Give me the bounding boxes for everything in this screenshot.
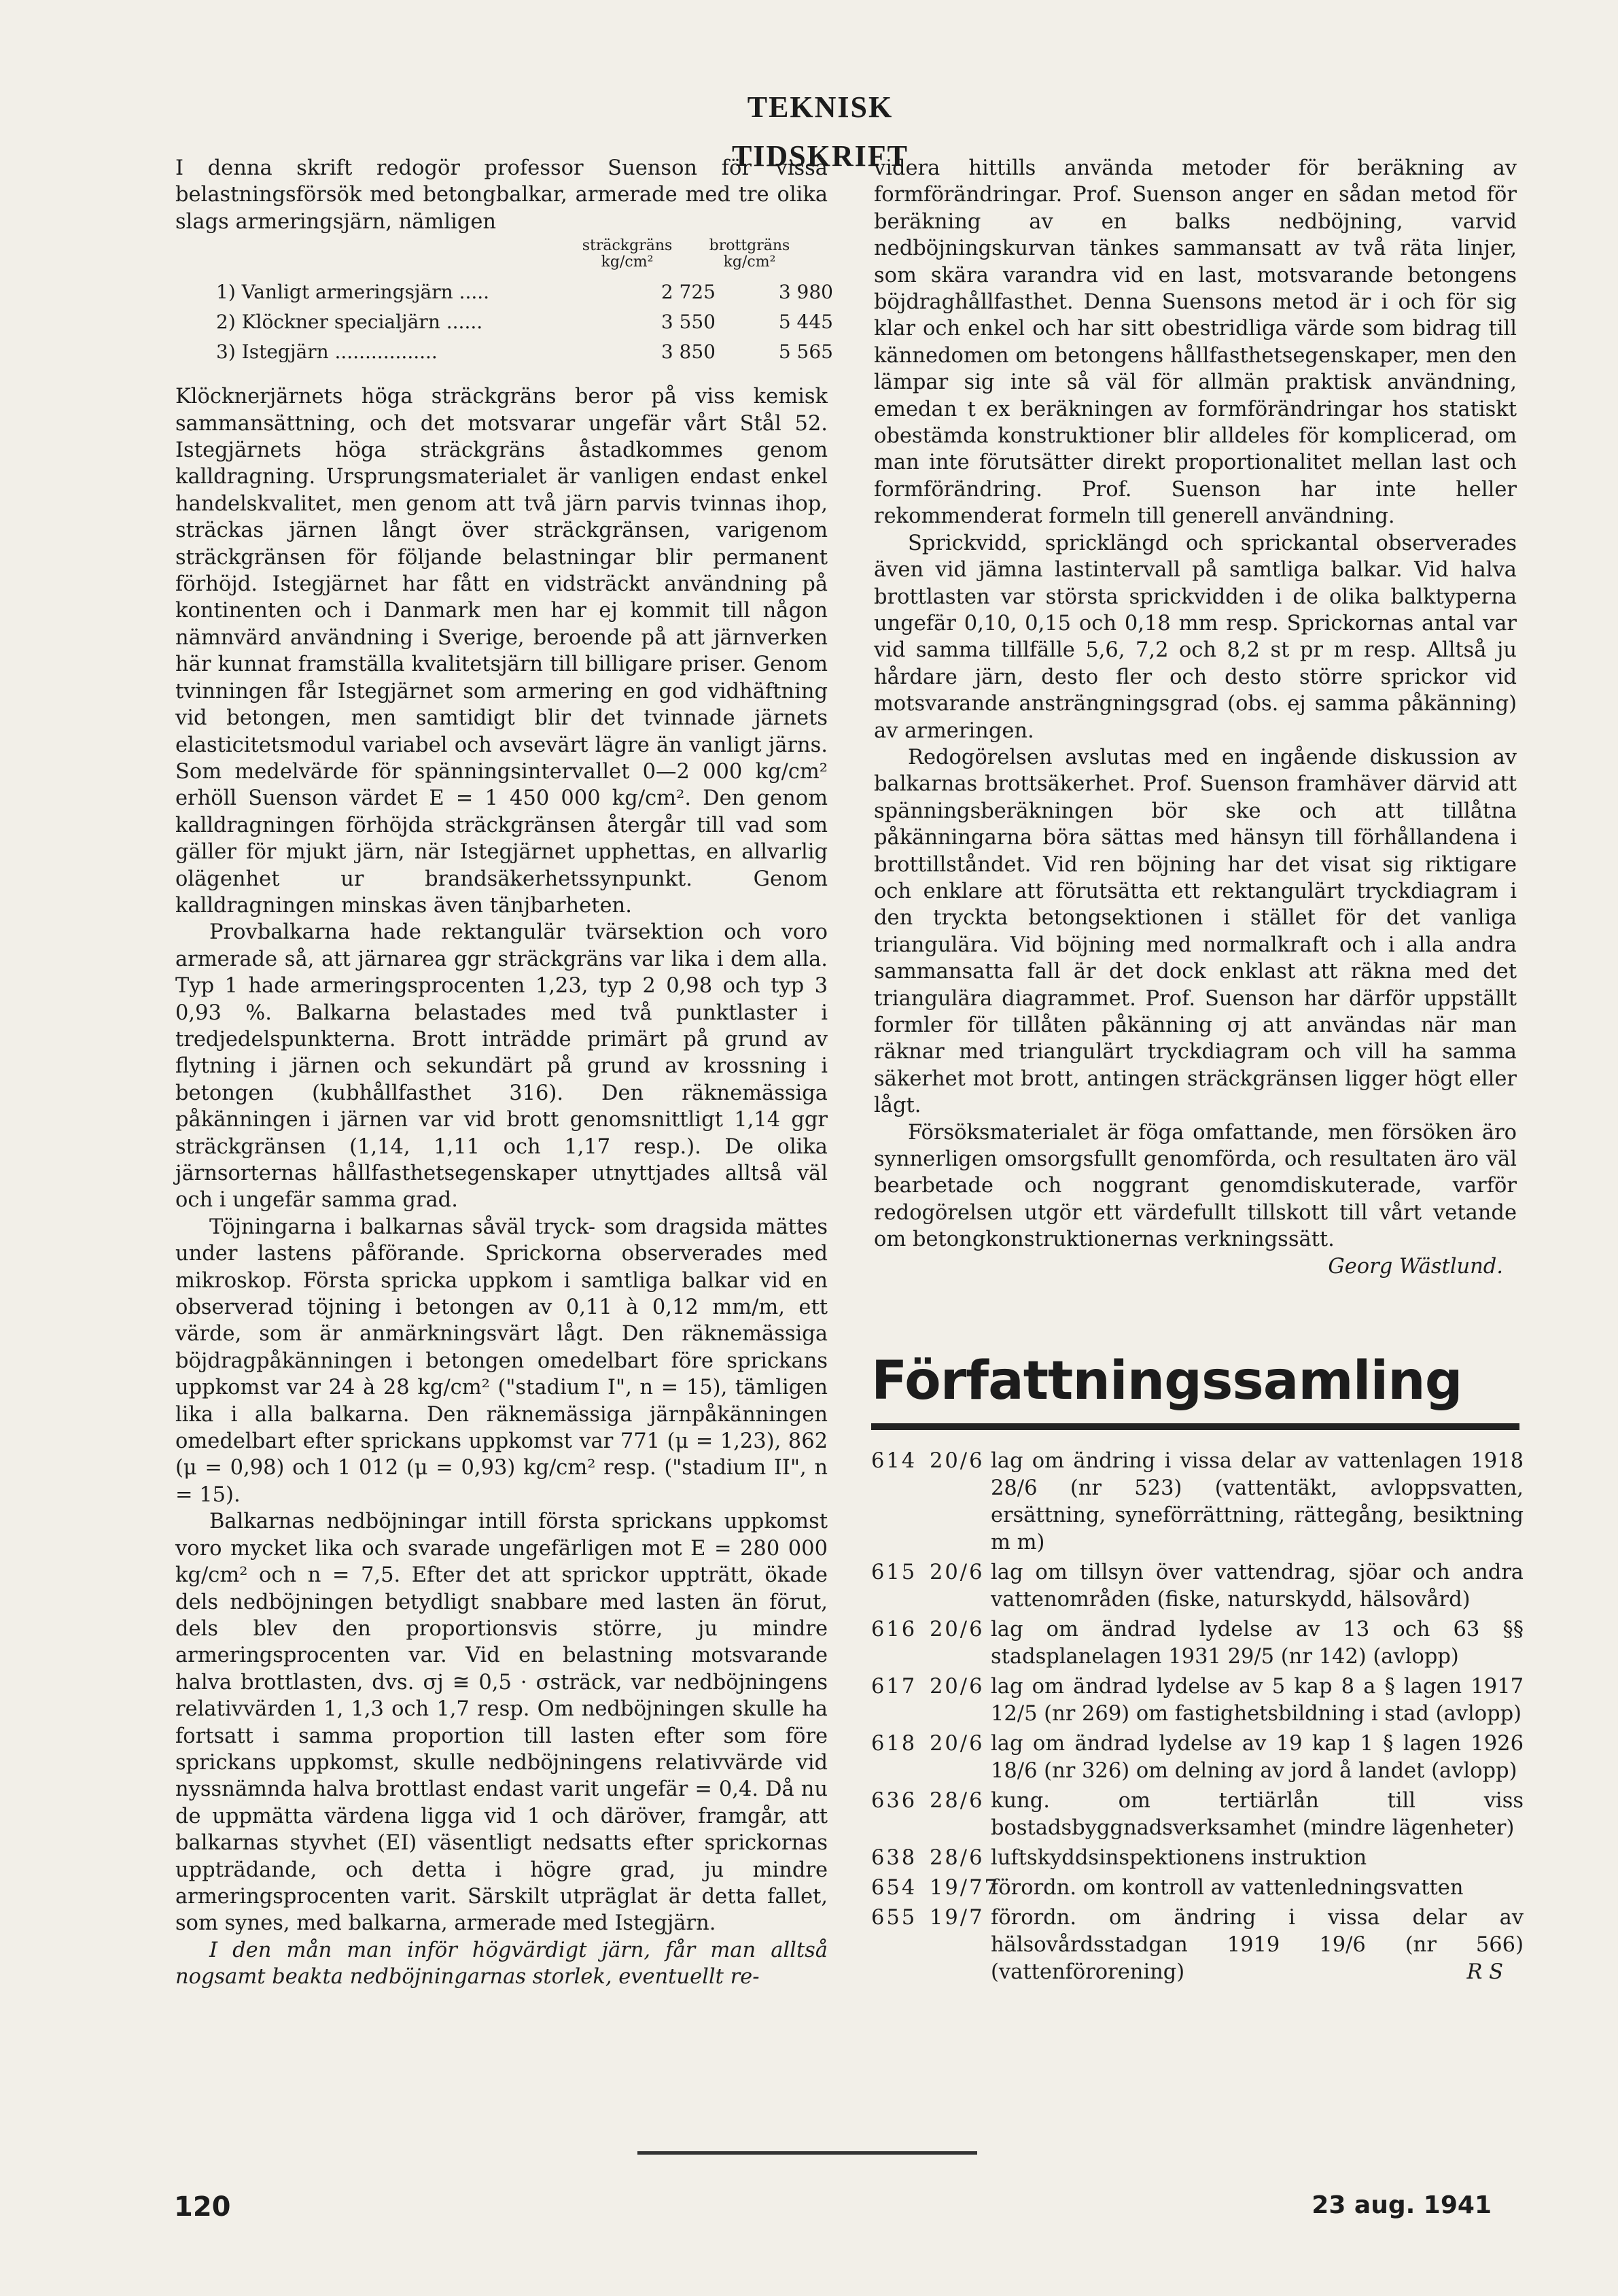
decree-date: 20/6 xyxy=(930,1618,985,1641)
table-row xyxy=(216,338,833,366)
body-paragraph: Klöcknerjärnets höga sträckgräns beror på viss kemisk sammansättning, och det motsvarar ungefär vårt Stål 52. Istegjärnets höga sträckgräns åstadkommes genom kalldragning. Ursprungsmaterialet är vanligen endast enkel handelskvalitet, men genom att två järn parvis tvinnas ihop, sträckas järnen långt över sträckgränsen, varigenom sträckgränsen för följande belastningar blir permanent förhöjd. Istegjärnet har fått en vidsträckt användning på kontinenten och i Danmark men har ej kommit till någon nämnvärd användning i Sverige, beroende på att järnverken här kunnat framställa kvalitetsjärn till billigare priser. Genom tvinningen får Istegjärnet som armering en god vidhäftning vid betongen, men samtidigt blir det tvinnade järnets elasticitetsmodul variabel och avsevärt lägre än vanligt järns. Som medelvärde för spänningsintervallet 0—2 000 kg/cm² erhöll Suenson värdet E = 1 450 000 kg/cm². Den genom kalldragningen förhöjda sträckgränsen återgår till vad som gäller för mjukt järn, när Istegjärnet upphettas, en allvarlig olägenhet ur brandsäkerhetssynpunkt. Genom kalldragningen minskas även tänjbarheten. xyxy=(175,385,828,918)
table-cell-yield: 3 550 xyxy=(661,311,716,334)
table-row-label: 2) Klöckner specialjärn ...... xyxy=(216,311,483,334)
table-header-ultimate: brottgräns kg/cm² xyxy=(709,237,790,271)
section-initials: R S xyxy=(1466,1960,1503,1984)
decree-number: 616 xyxy=(871,1618,917,1641)
body-paragraph: Redogörelsen avslutas med en ingående diskussion av balkarnas brottsäkerhet. Prof. Suenson framhäver därvid att spänningsberäkningen bör ske och att tillåtna påkänningarna böra sättas med hänsyn till förhållandena i brottillståndet. Vid ren böjning har det visat sig riktigare och enklare att förutsätta ett rektangulärt tryckdiagram i den tryckta betongsektionen i stället för det vanliga triangulära. Vid böjning med normalkraft och i alla andra sammansatta fall är det dock enklast att räkna med det triangulära diagrammet. Prof. Suenson har därför uppställt formler för tillåten påkänning σj att användas när man räknar med triangulärt tryckdiagram och vill ha samma säkerhet mot brott, antingen sträckgränsen ligger högt eller lågt. xyxy=(874,745,1517,1118)
list-item xyxy=(871,1904,1524,1986)
page-number: 120 xyxy=(174,2191,231,2223)
list-item xyxy=(871,1788,1524,1842)
decree-text: lag om ändrad lydelse av 5 kap 8 a § lagen 1917 12/5 (nr 269) om fastighetsbildning i stad (avlopp) xyxy=(991,1675,1524,1726)
section-rule xyxy=(871,1423,1519,1430)
table-row-label: 1) Vanligt armeringsjärn ..... xyxy=(216,281,490,304)
decree-list xyxy=(871,1448,1524,1989)
list-item xyxy=(871,1448,1524,1556)
body-paragraph: Provbalkarna hade rektangulär tvärsektion och voro armerade så, att järnarea ggr sträckgräns var lika i dem alla. Typ 1 hade armeringsprocenten 1,23, typ 2 0,98 och typ 3 0,93 %. Balkarna belastades med två punktlaster i tredjedelspunkterna. Brott inträdde primärt på grund av flytning i järnen och sekundärt på grund av krossning i betongen (kubhållfasthet 316). Den räknemässiga påkänningen i järnen var vid brott genomsnittligt 1,14 ggr sträckgränsen (1,14, 1,11 och 1,17 resp.). De olika järnsorternas hållfasthetsegenskaper utnyttjades alltså väl och i ungefär samma grad. xyxy=(175,920,828,1213)
decree-date: 28/6 xyxy=(930,1789,985,1813)
right-column xyxy=(874,155,1517,1280)
decree-date: 20/6 xyxy=(930,1732,985,1756)
body-paragraph: Försöksmaterialet är föga omfattande, men försöken äro synnerligen omsorgsfullt genomförda, och resultaten äro väl bearbetade och noggrant genomdiskuterade, varför redogörelsen utgör ett värdefullt tillskott till vårt vetande om betongkonstruktionernas verkningssätt. xyxy=(874,1120,1517,1252)
left-column xyxy=(175,155,833,1991)
section-title: Författningssamling xyxy=(871,1351,1462,1412)
decree-text: lag om tillsyn över vattendrag, sjöar och andra vattenområden (fiske, naturskydd, hälsovård) xyxy=(991,1561,1524,1612)
table-row-label: 3) Istegjärn ................. xyxy=(216,341,438,364)
list-item xyxy=(871,1875,1524,1902)
decree-text: lag om ändring i vissa delar av vattenlagen 1918 28/6 (nr 523) (vattentäkt, avloppsvatten, ersättning, syneförrättning, rättegång, besiktning m m) xyxy=(991,1449,1524,1554)
body-paragraph: Sprickvidd, spricklängd och sprickantal observerades även vid jämna lastintervall på samtliga balkar. Vid halva brottlasten var största sprickvidden i de olika balktyperna ungefär 0,10, 0,15 och 0,18 mm resp. Sprickornas antal var vid samma tillfälle 5,6, 7,2 och 8,2 st pr m resp. Alltså ju hårdare järn, desto fler och desto större sprickor vid motsvarande ansträngningsgrad (obs. ej samma påkänning) av armeringen. xyxy=(874,531,1517,743)
list-item xyxy=(871,1616,1524,1671)
decree-number: 617 xyxy=(871,1675,917,1699)
decree-number: 615 xyxy=(871,1561,917,1584)
decree-text: kung. om tertiärlån till viss bostadsbyggnadsverksamhet (mindre lägenheter) xyxy=(991,1789,1524,1840)
list-item xyxy=(871,1559,1524,1614)
list-item xyxy=(871,1730,1524,1785)
body-paragraph: Balkarnas nedböjningar intill första sprickans uppkomst voro mycket lika och svarade ungefärligen mot E = 280 000 kg/cm² och n = 7,5. Efter det att sprickor uppträtt, ökade dels nedböjningen betydligt snabbare med lasten än förut, dels blev den proportionsvis större, ju mindre armeringsprocenten var. Vid en belastning motsvarande halva brottlasten, dvs. σj ≅ 0,5 · σsträck, var nedböjningens relativvärden 1, 1,3 och 1,7 resp. Om nedböjningen skulle ha fortsatt i samma proportion till lasten efter som före sprickans uppkomst, skulle nedböjningens relativvärde vid nyssnämnda halva brottlast endast varit ungefär = 0,4. Då nu de uppmätta värdena ligga vid 1 och däröver, framgår, att balkarnas styvhet (EI) väsentligt nedsatts efter sprickornas uppträdande, och detta i högre grad, ju mindre armeringsprocenten varit. Särskilt utpräglat är detta fallet, som synes, med balkarna, armerade med Istegjärn. xyxy=(175,1510,828,1936)
table-cell-ultimate: 3 980 xyxy=(778,281,833,304)
footer-rule xyxy=(637,2151,977,2155)
body-paragraph: Töjningarna i balkarnas såväl tryck- som dragsida mättes under lastens påförande. Sprickorna observerades med mikroskop. Första spricka uppkom i samtliga balkar vid en observerad töjning i betongen av 0,11 à 0,12 mm/m, ett värde, som är anmärkningsvärt lågt. Den räknemässiga böjdragpåkänningen i betongen omedelbart före sprickans uppkomst var 24 à 28 kg/cm² ("stadium I", n = 15), tämligen lika i alla balkarna. Den räknemässiga järnpåkänningen omedelbart efter sprickans uppkomst var 771 (μ = 1,23), 862 (μ = 0,98) och 1 012 (μ = 0,93) kg/cm² resp. ("stadium II", n = 15). xyxy=(175,1215,828,1507)
decree-number: 638 xyxy=(871,1846,917,1870)
decree-number: 618 xyxy=(871,1732,917,1756)
author-signature: Georg Wästlund. xyxy=(1328,1254,1503,1279)
intro-paragraph: I denna skrift redogör professor Suenson för vissa belastningsförsök med betongbalkar, armerade med tre olika slags armeringsjärn, nämligen xyxy=(175,156,828,234)
decree-date: 20/6 xyxy=(930,1675,985,1699)
decree-date: 19/7 xyxy=(930,1906,985,1930)
table-row xyxy=(216,309,833,336)
decree-text-body: förordn. om ändring i vissa delar av hälsovårdsstadgan 1919 19/6 (nr 566) (vattenförorening) xyxy=(991,1906,1524,1984)
decree-number: 636 xyxy=(871,1789,917,1813)
list-item xyxy=(871,1845,1524,1872)
body-paragraph: videra hittills använda metoder för beräkning av formförändringar. Prof. Suenson anger en sådan metod för beräkning av en balks nedböjning, varvid nedböjningskurvan tänkes sammansatt av två räta linjer, som skära varandra vid en last, motsvarande betongens böjdraghållfasthet. Denna Suensons metod är i och för sig klar och enkel och har sitt obestridliga värde som bidrag till kännedomen om betongens hållfasthetsegenskaper, men den lämpar sig inte så väl för allmän praktisk användning, emedan t ex beräkningen av formförändringar hos statiskt obestämda konstruktioner blir alldeles för komplicerad, om man inte förutsätter direkt proportionalitet mellan last och formförändring. Prof. Suenson har inte heller rekommenderat formeln till generell användning. xyxy=(874,156,1517,529)
decree-text xyxy=(991,1904,1524,1986)
decree-date: 28/6 xyxy=(930,1846,985,1870)
decree-text: luftskyddsinspektionens instruktion xyxy=(991,1846,1367,1870)
table-cell-ultimate: 5 445 xyxy=(778,311,833,334)
decree-number: 614 xyxy=(871,1449,917,1473)
table-row xyxy=(216,279,833,306)
table-cell-ultimate: 5 565 xyxy=(778,341,833,364)
table-cell-yield: 2 725 xyxy=(661,281,716,304)
decree-date: 20/6 xyxy=(930,1561,985,1584)
decree-number: 654 xyxy=(871,1876,917,1900)
issue-date: 23 aug. 1941 xyxy=(1312,2191,1492,2219)
decree-text: lag om ändrad lydelse av 19 kap 1 § lagen 1926 18/6 (nr 326) om delning av jord å landet (avlopp) xyxy=(991,1732,1524,1783)
decree-date: 20/6 xyxy=(930,1449,985,1473)
list-item xyxy=(871,1673,1524,1728)
decree-text: förordn. om kontroll av vattenledningsvatten xyxy=(991,1876,1464,1900)
decree-number: 655 xyxy=(871,1906,917,1930)
body-paragraph: I den mån man inför högvärdigt järn, får man alltså nogsamt beakta nedböjningarnas storlek, eventuellt re- xyxy=(175,1938,828,1989)
table-cell-yield: 3 850 xyxy=(661,341,716,364)
masthead: TEKNISK TIDSKRIFT xyxy=(731,90,909,173)
decree-text: lag om ändrad lydelse av 13 och 63 §§ stadsplanelagen 1931 29/5 (nr 142) (avlopp) xyxy=(991,1618,1524,1669)
table-header-yield: sträckgräns kg/cm² xyxy=(582,237,673,271)
decree-date: 19/77 xyxy=(930,1876,1000,1900)
steel-properties-table xyxy=(175,237,833,374)
